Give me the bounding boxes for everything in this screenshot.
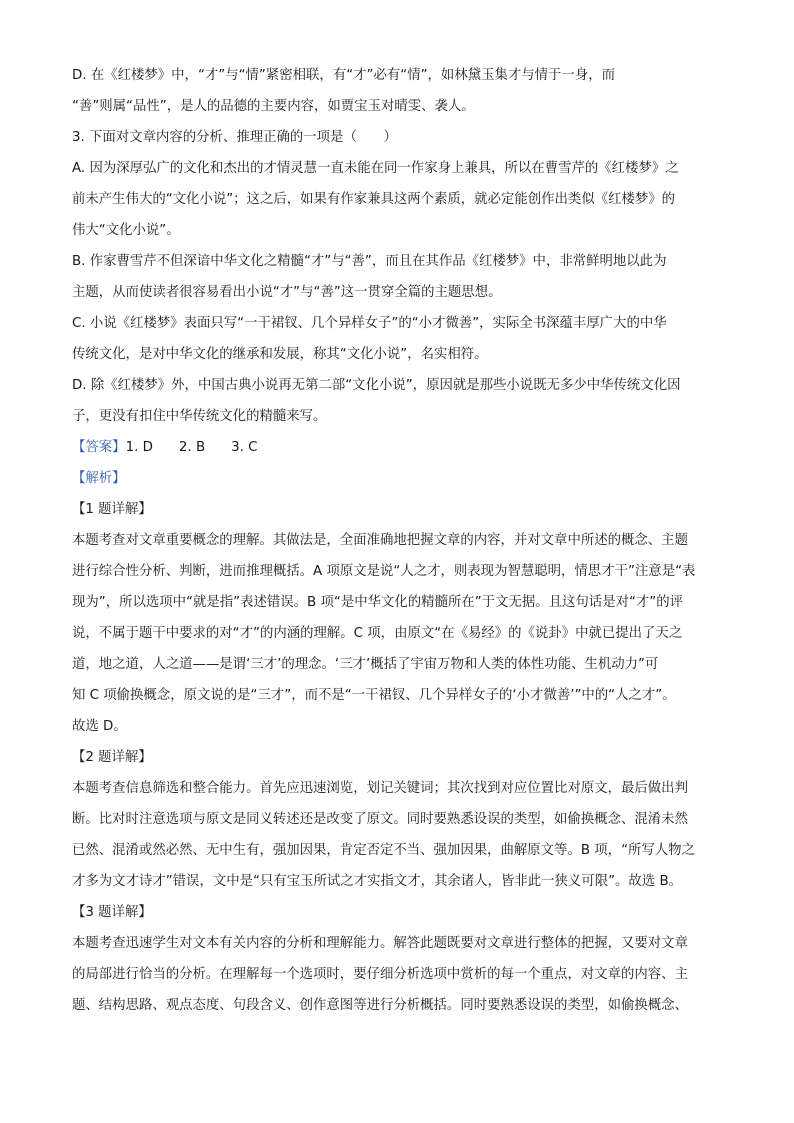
option-b-line-1: B. 作家曹雪芹不但深谙中华文化之精髓“才”与“善”，而且在其作品《红楼梦》中，非常鲜明地以此为 — [72, 254, 667, 269]
option-a-line-3: 伟大“文化小说”。 — [72, 223, 180, 238]
answer-1: 1. D — [125, 440, 153, 455]
q1-detail-line-3: 现为”，所以选项中“就是指”表述错误。B 项“是中华文化的精髓所在”于文无据。且这句话是对“才”的评 — [72, 595, 684, 610]
q3-heading: 【3 题详解】 — [72, 905, 152, 920]
option-d-line-2: “善”则属“品性”，是人的品德的主要内容，如贾宝玉对晴雯、袭人。 — [72, 99, 475, 114]
q2-heading: 【2 题详解】 — [72, 750, 152, 765]
option-a-line-2: 前未产生伟大的“文化小说”；这之后，如果有作家兼具这两个素质，就必定能创作出类似《红楼梦》的 — [72, 192, 676, 207]
q2-detail-line-2: 断。比对时注意选项与原文是同义转述还是改变了原文。同时要熟悉设误的类型，如偷换概念、混淆未然 — [72, 812, 688, 827]
q1-detail-line-7: 故选 D。 — [72, 719, 127, 734]
option-d2-line-1: D. 除《红楼梦》外，中国古典小说再无第二部“文化小说”，原因就是那些小说既无多少中华传统文化因 — [72, 378, 681, 393]
q1-detail-line-1: 本题考查对文章重要概念的理解。其做法是，全面准确地把握文章的内容，并对文章中所述的概念、主题 — [72, 533, 688, 548]
q1-detail-line-5: 道，地之道，人之道——是谓‘三才’的理念。‘三才’概括了宇宙万物和人类的体性功能、生机动力”可 — [72, 657, 659, 672]
answer-line — [72, 432, 732, 463]
q1-detail-line-2: 进行综合性分析、判断，进而推理概括。A 项原文是说“人之才，则表现为智慧聪明，情思才干”注意是“表 — [72, 564, 696, 579]
answer-2: 2. B — [178, 440, 206, 455]
q1-detail-line-6: 知 C 项偷换概念，原文说的是“三才”，而不是“一干裙钗、几个异样女子的‘小才微善’”中的“人之才”。 — [72, 688, 676, 703]
document-page — [72, 60, 732, 1021]
option-c-line-2: 传统文化，是对中华文化的继承和发展，称其“文化小说”，名实相符。 — [72, 347, 488, 362]
q1-heading: 【1 题详解】 — [72, 502, 152, 517]
answer-3: 3. C — [231, 440, 258, 455]
q2-detail-line-1: 本题考查信息筛选和整合能力。首先应迅速浏览，划记关键词；其次找到对应位置比对原文，最后做出判 — [72, 781, 688, 796]
q3-detail-line-2: 的局部进行恰当的分析。在理解每一个选项时，要仔细分析选项中赏析的每一个重点，对文章的内容、主 — [72, 967, 688, 982]
q2-detail-line-3: 已然、混淆或然必然、无中生有，强加因果，肯定否定不当、强加因果，曲解原文等。B 项，“所写人物之 — [72, 843, 695, 858]
analysis-label: 【解析】 — [72, 471, 126, 486]
option-b-line-2: 主题，从而使读者很容易看出小说“才”与“善”这一贯穿全篇的主题思想。 — [72, 285, 502, 300]
option-c-line-1: C. 小说《红楼梦》表面只写“一干裙钗、几个异样女子”的“小才微善”，实际全书深蕴丰厚广大的中华 — [72, 316, 667, 331]
analysis-heading — [72, 463, 732, 494]
option-d2-line-2: 子，更没有扣住中华传统文化的精髓来写。 — [72, 409, 327, 424]
q3-detail-line-1: 本题考查迅速学生对文本有关内容的分析和理解能力。解答此题既要对文章进行整体的把握，又要对文章 — [72, 936, 688, 951]
option-d-line-1: D. 在《红楼梦》中，“才”与“情”紧密相联，有“才”必有“情”，如林黛玉集才与情于一身，而 — [72, 68, 615, 83]
q2-detail-line-4: 才多为文才诗才”错误，文中是“只有宝玉所试之才实指文才，其余诸人，皆非此一狭义可限”。故选 B。 — [72, 874, 683, 889]
question-3-stem: 3. 下面对文章内容的分析、推理正确的一项是（ ） — [72, 130, 398, 145]
q3-detail-line-3: 题、结构思路、观点态度、句段含义、创作意图等进行分析概括。同时要熟悉设误的类型，如偷换概念、 — [72, 998, 688, 1013]
q1-detail-line-4: 说，不属于题干中要求的对“才”的内涵的理解。C 项，由原文“在《易经》的《说卦》中就已提出了天之 — [72, 626, 683, 641]
option-a-line-1: A. 因为深厚弘广的文化和杰出的才情灵慧一直未能在同一作家身上兼具，所以在曹雪芹的《红楼梦》之 — [72, 161, 679, 176]
answer-label: 【答案】 — [72, 440, 126, 455]
